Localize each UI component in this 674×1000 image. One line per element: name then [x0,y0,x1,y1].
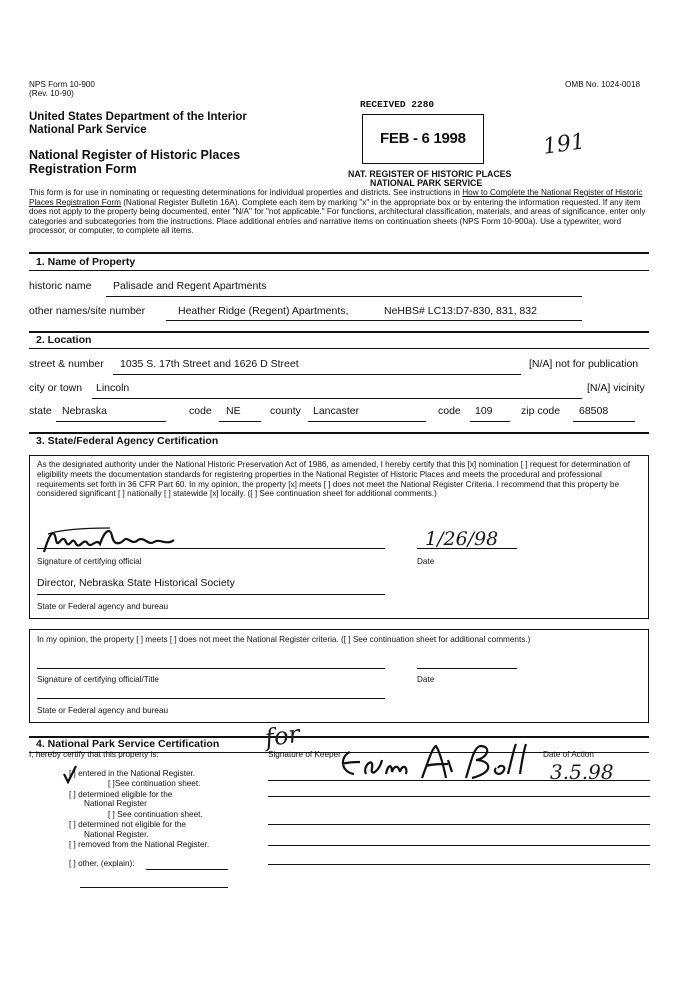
keeper-signature-line [268,824,650,825]
county-code-label: code [438,405,461,417]
section-3-heading: 3. State/Federal Agency Certification [36,435,219,447]
keeper-signature-line [268,796,650,797]
state-field[interactable]: Nebraska [62,405,107,417]
stamp-date: FEB - 6 1998 [380,130,466,147]
signature-date: 1/26/98 [425,528,499,550]
agency-title: National Park Service [29,124,147,136]
section-4-heading: 4. National Park Service Certification [36,738,220,750]
department-title: United States Department of the Interior [29,111,247,123]
site-number-field[interactable]: NeHBS# LC13:D7-830, 831, 832 [384,305,537,317]
agency-label: State or Federal agency and bureau [37,706,169,715]
vicinity[interactable]: [N/A] vicinity [587,382,645,394]
section-2-heading: 2. Location [36,334,92,346]
field-underline [470,421,510,422]
received-stamp [340,96,512,188]
item-continuation-2[interactable]: [ ] See continuation sheet. [108,810,203,819]
date-of-action-label: Date of Action [543,750,594,759]
intro-paragraph [29,188,649,236]
certify-statement: I, hereby certify that this property is: [29,750,159,759]
field-underline [37,698,385,699]
field-underline [417,668,517,669]
field-underline [56,421,166,422]
agency-label: State or Federal agency and bureau [37,602,169,611]
field-underline [37,548,385,549]
keeper-signature-line [268,845,650,846]
field-underline [113,374,521,375]
keeper-signature-line [268,864,650,865]
state-code-label: code [189,405,212,417]
county-label: county [270,405,301,417]
field-underline [219,421,261,422]
other-names-field[interactable]: Heather Ridge (Regent) Apartments, [178,305,349,317]
state-code-field[interactable]: NE [226,405,241,417]
section-divider [29,270,649,271]
item-continuation-1[interactable]: [ ]See continuation sheet. [108,779,201,788]
official-signature [40,522,190,556]
date-label: Date [417,675,435,684]
signature-title-label: Signature of certifying official/Title [37,675,159,684]
omb-number: OMB No. 1024-0018 [565,80,641,89]
form-revision: (Rev. 10-90) [29,89,74,98]
item-other[interactable]: [ ] other, (explain): [69,859,135,868]
zip-field[interactable]: 68508 [579,405,609,417]
item-eligible[interactable]: [ ] determined eligible for the [69,790,173,799]
field-underline [37,668,385,669]
stamp-org-line2: NATIONAL PARK SERVICE [370,178,483,188]
county-code-field[interactable]: 109 [475,405,493,417]
form-title-line2: Registration Form [29,162,137,176]
field-underline [308,421,426,422]
opinion-text: In my opinion, the property [ ] meets [ ] does not meet the National Register criteria. ([ ] See continuation sheet for additional comments.) [37,635,531,644]
for-note: for [263,719,302,753]
official-title-field[interactable]: Director, Nebraska State Historical Society [37,577,235,589]
section-divider [29,331,649,333]
item-not-eligible[interactable]: [ ] determined not eligible for the [69,820,186,829]
field-underline [573,421,635,422]
field-underline [80,887,228,888]
item-eligible-2: National Register [84,799,147,808]
item-entered[interactable]: [ ] entered in the National Register. [69,769,196,778]
state-certification-text: As the designated authority under the National Historic Preservation Act of 1986, as amended, I hereby certify that this [x] nomination [ ] request for determination of eligibility meets the documentation standards for registering properties in the National Register of Historic Places and meets the procedural and professional requirements set forth in 36 CFR Part 60. In my opinion, the property [x] meets [ ] does not meet the National Register Criteria. I recommend that this property be considered significant [ ] nationally [ ] statewide [x] locally. ([ ] See continuation sheet for additional comments.) [37,460,631,499]
street-label: street & number [29,358,104,370]
intro-text-2: (National Register Bulletin 16A). Complete each item by marking "x" in the appropriate box or by entering the information requested. If any item does not apply to the property being documented, enter "N/A" for "not applicable." For functions, architectural classification, materials, and areas of significance, enter only categories and subcategories from the instructions. Place additional entries and narrative items on continuation sheets (NPS Form 10-900a). Use a typewriter, word processor, or computer, to complete all items. [29,197,646,236]
county-field[interactable]: Lancaster [313,405,360,417]
not-for-publication[interactable]: [N/A] not for publication [529,358,639,370]
section-divider [29,252,649,254]
signature-label: Signature of certifying official [37,557,142,566]
field-underline [166,320,582,321]
street-field[interactable]: 1035 S. 17th Street and 1626 D Street [120,358,299,370]
form-title-line1: National Register of Historic Places [29,148,241,162]
historic-name-label: historic name [29,280,92,292]
city-label: city or town [29,382,83,394]
keeper-label: Signature of Keeper [268,750,341,759]
item-not-eligible-2: National Register. [84,830,149,839]
section-divider [29,348,649,349]
instructions-link[interactable]: How to Complete the National Register of Historic Places Registration Form [29,188,643,207]
zip-label: zip code [521,405,561,417]
stamp-received: RECEIVED 2280 [360,99,435,110]
action-date: 3.5.98 [550,760,614,784]
date-label: Date [417,557,435,566]
intro-text-1: This form is for use in nominating or requesting determinations for individual properties and districts. See instructions in [29,188,463,197]
margin-note: 191 [541,129,587,160]
state-label: state [29,405,52,417]
section-1-heading: 1. Name of Property [36,256,136,268]
field-underline [92,398,582,399]
historic-name-field[interactable]: Palisade and Regent Apartments [113,280,267,292]
keeper-signature-line [268,780,650,781]
item-removed[interactable]: [ ] removed from the National Register. [69,840,210,849]
form-number: NPS Form 10-900 [29,80,95,89]
city-field[interactable]: Lincoln [96,382,130,394]
stamp-org-line1: NAT. REGISTER OF HISTORIC PLACES [348,169,512,179]
field-underline [37,594,385,595]
field-underline [146,869,228,870]
other-names-label: other names/site number [29,305,146,317]
field-underline [106,296,582,297]
section-divider [29,432,649,434]
field-underline [417,548,517,549]
